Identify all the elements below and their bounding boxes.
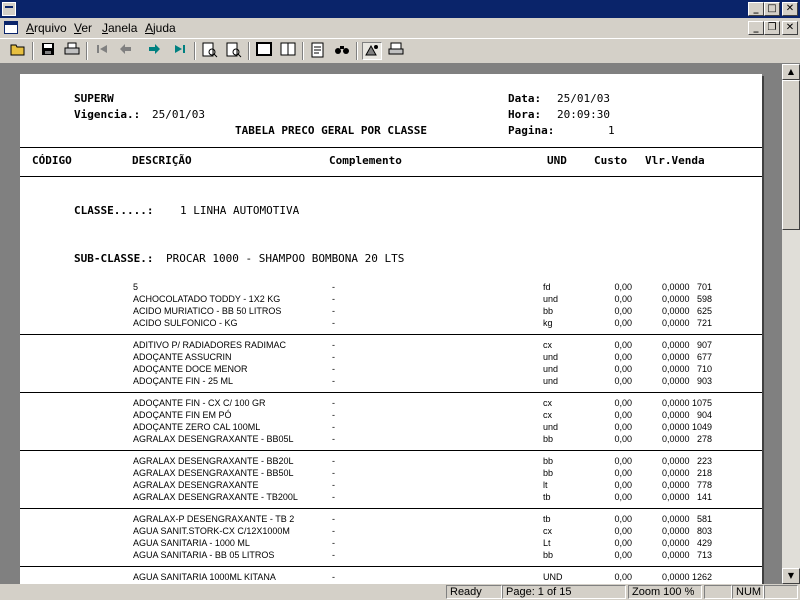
cell-custo: 0,00	[614, 306, 632, 316]
cell-vlr-venda: 0,0000	[662, 318, 690, 328]
cell-und: UND	[543, 572, 563, 582]
status-blank	[704, 585, 732, 599]
scroll-thumb[interactable]	[782, 80, 800, 230]
cell-complement: -	[332, 456, 335, 466]
cell-code: 1075	[691, 398, 712, 408]
table-row	[20, 468, 762, 480]
toolbar-separator	[302, 42, 304, 60]
report-page	[20, 74, 762, 584]
cell-vlr-venda: 0,0000	[662, 480, 690, 490]
cell-und: tb	[543, 514, 551, 524]
status-num: NUM	[732, 585, 764, 599]
cell-custo: 0,00	[614, 434, 632, 444]
table-row	[20, 340, 762, 352]
find-binoculars-icon[interactable]	[332, 42, 352, 60]
cell-und: cx	[543, 410, 552, 420]
cell-code: 598	[696, 294, 712, 304]
cell-code: 1262	[691, 572, 712, 582]
cell-complement: -	[332, 480, 335, 490]
data-label: Data:	[508, 92, 542, 105]
table-row	[20, 410, 762, 422]
page-setup-icon[interactable]	[308, 42, 328, 60]
cell-description: ACHOCOLATADO TODDY - 1X2 KG	[133, 294, 281, 304]
status-ready: Ready	[446, 585, 502, 599]
group-separator	[20, 508, 762, 509]
header-rule	[20, 147, 762, 148]
cell-code: 429	[696, 538, 712, 548]
table-row	[20, 538, 762, 550]
cell-code: 710	[696, 364, 712, 374]
table-row	[20, 376, 762, 388]
cell-vlr-venda: 0,0000	[662, 282, 690, 292]
app-system-icon[interactable]	[2, 2, 16, 16]
cell-vlr-venda: 0,0000	[662, 398, 690, 408]
cell-custo: 0,00	[614, 410, 632, 420]
cell-und: und	[543, 364, 559, 374]
hora-value: 20:09:30	[557, 108, 610, 121]
cell-description: ACIDO SULFONICO - KG	[133, 318, 238, 328]
scroll-down-button[interactable]: ▼	[782, 568, 800, 584]
vigencia-value: 25/01/03	[152, 108, 205, 121]
col-und: UND	[547, 154, 567, 167]
cell-vlr-venda: 0,0000	[662, 550, 690, 560]
single-page-icon[interactable]	[254, 42, 274, 60]
menu-ajuda[interactable]: Ajuda	[145, 21, 176, 35]
hora-label: Hora:	[508, 108, 542, 121]
cell-vlr-venda: 0,0000	[662, 376, 690, 386]
col-custo: Custo	[594, 154, 628, 167]
pagina-value: 1	[608, 124, 615, 137]
cell-description: ADOÇANTE FIN EM PÓ	[133, 410, 232, 420]
cell-und: bb	[543, 468, 554, 478]
vigencia-label: Vigencia.:	[74, 108, 141, 121]
cell-code: 721	[696, 318, 712, 328]
cell-vlr-venda: 0,0000	[662, 526, 690, 536]
cell-vlr-venda: 0,0000	[662, 352, 690, 362]
cell-custo: 0,00	[614, 550, 632, 560]
cell-und: kg	[543, 318, 553, 328]
cell-code: 141	[696, 492, 712, 502]
cell-custo: 0,00	[614, 492, 632, 502]
cell-description: AGRALAX DESENGRAXANTE - TB200L	[133, 492, 298, 502]
cell-description: AGRALAX DESENGRAXANTE	[133, 480, 259, 490]
status-blank-2	[764, 585, 798, 599]
cell-code: 581	[696, 514, 712, 524]
cell-description: ADITIVO P/ RADIADORES RADIMAC	[133, 340, 287, 350]
first-page-icon[interactable]	[92, 42, 112, 60]
table-row	[20, 352, 762, 364]
menu-arquivo[interactable]: Arquivo	[26, 21, 67, 35]
cell-und: bb	[543, 456, 554, 466]
cell-vlr-venda: 0,0000	[662, 538, 690, 548]
cell-complement: -	[332, 468, 335, 478]
status-zoom: Zoom 100 %	[628, 585, 702, 599]
next-page-icon[interactable]	[144, 42, 164, 60]
cell-vlr-venda: 0,0000	[662, 294, 690, 304]
cell-und: cx	[543, 398, 552, 408]
cell-complement: -	[332, 376, 335, 386]
vertical-scrollbar[interactable]	[782, 64, 800, 584]
cell-custo: 0,00	[614, 318, 632, 328]
cell-description: ADOÇANTE DOCE MENOR	[133, 364, 248, 374]
group-separator	[20, 392, 762, 393]
cell-complement: -	[332, 526, 335, 536]
table-row	[20, 306, 762, 318]
cell-description: ADOÇANTE ASSUCRIN	[133, 352, 232, 362]
child-restore-button[interactable]: ❐	[764, 21, 780, 35]
cell-code: 701	[696, 282, 712, 292]
cell-description: ADOÇANTE ZERO CAL 100ML	[133, 422, 261, 432]
columns-rule	[20, 176, 762, 177]
cell-code: 903	[696, 376, 712, 386]
scroll-up-button[interactable]: ▲	[782, 64, 800, 80]
col-complemento: Complemento	[329, 154, 402, 167]
table-row	[20, 526, 762, 538]
cell-complement: -	[332, 318, 335, 328]
cell-complement: -	[332, 538, 335, 548]
cell-complement: -	[332, 306, 335, 316]
last-page-icon[interactable]	[170, 42, 190, 60]
cell-complement: -	[332, 492, 335, 502]
col-vlr-venda: Vlr.Venda	[645, 154, 705, 167]
cell-code: 677	[696, 352, 712, 362]
cell-und: und	[543, 352, 559, 362]
two-page-icon[interactable]	[278, 42, 298, 60]
minimize-button[interactable]: _	[748, 2, 764, 16]
table-row	[20, 398, 762, 410]
group-separator	[20, 566, 762, 567]
cell-description: AGRALAX-P DESENGRAXANTE - TB 2	[133, 514, 295, 524]
report-title: TABELA PRECO GERAL POR CLASSE	[235, 124, 428, 137]
cell-custo: 0,00	[614, 538, 632, 548]
cell-custo: 0,00	[614, 340, 632, 350]
cell-vlr-venda: 0,0000	[662, 306, 690, 316]
cell-vlr-venda: 0,0000	[662, 572, 690, 582]
cell-vlr-venda: 0,0000	[662, 492, 690, 502]
group-separator	[20, 334, 762, 335]
cell-und: und	[543, 376, 559, 386]
cell-und: fd	[543, 282, 551, 292]
table-row	[20, 434, 762, 446]
cell-complement: -	[332, 282, 335, 292]
cell-complement: -	[332, 410, 335, 420]
cell-complement: -	[332, 364, 335, 374]
company-name: SUPERW	[74, 92, 114, 105]
cell-custo: 0,00	[614, 352, 632, 362]
data-value: 25/01/03	[557, 92, 610, 105]
cell-code: 218	[696, 468, 712, 478]
cell-description: AGUA SANITARIA 1000ML KITANA	[133, 572, 276, 582]
save-icon[interactable]	[38, 42, 58, 60]
pagina-label: Pagina:	[508, 124, 555, 137]
menu-janela[interactable]: Janela	[102, 21, 138, 35]
status-bar	[0, 584, 800, 600]
table-row	[20, 572, 762, 584]
toolbar	[0, 38, 800, 64]
group-separator	[20, 450, 762, 451]
toolbar-separator	[86, 42, 88, 60]
cell-custo: 0,00	[614, 526, 632, 536]
table-row	[20, 456, 762, 468]
table-row	[20, 294, 762, 306]
cell-complement: -	[332, 572, 335, 582]
open-folder-icon[interactable]	[8, 42, 28, 60]
menu-bar	[0, 18, 800, 38]
zoom-in-icon[interactable]	[200, 42, 220, 60]
toolbar-separator	[356, 42, 358, 60]
toolbar-separator	[248, 42, 250, 60]
cell-description: AGRALAX DESENGRAXANTE - BB20L	[133, 456, 294, 466]
table-row	[20, 480, 762, 492]
cell-und: Lt	[543, 538, 551, 548]
printer-setup-icon[interactable]	[386, 42, 406, 60]
report-viewport[interactable]	[0, 64, 782, 584]
cell-und: cx	[543, 526, 552, 536]
cell-vlr-venda: 0,0000	[662, 364, 690, 374]
cell-code: 625	[696, 306, 712, 316]
cell-complement: -	[332, 422, 335, 432]
cell-und: bb	[543, 306, 554, 316]
toolbar-separator	[194, 42, 196, 60]
export-icon[interactable]	[362, 42, 382, 60]
cell-description: AGUA SANITARIA - 1000 ML	[133, 538, 250, 548]
cell-und: cx	[543, 340, 552, 350]
cell-description: AGRALAX DESENGRAXANTE - BB50L	[133, 468, 294, 478]
cell-description: AGRALAX DESENGRAXANTE - BB05L	[133, 434, 294, 444]
toolbar-separator	[32, 42, 34, 60]
classe-value: 1 LINHA AUTOMOTIVA	[180, 204, 300, 217]
print-icon[interactable]	[62, 42, 82, 60]
cell-custo: 0,00	[614, 422, 632, 432]
zoom-out-icon[interactable]	[224, 42, 244, 60]
cell-vlr-venda: 0,0000	[662, 468, 690, 478]
cell-complement: -	[332, 340, 335, 350]
close-button[interactable]: ✕	[782, 2, 798, 16]
cell-complement: -	[332, 294, 335, 304]
cell-complement: -	[332, 434, 335, 444]
cell-complement: -	[332, 398, 335, 408]
cell-und: bb	[543, 434, 554, 444]
table-row	[20, 364, 762, 376]
cell-vlr-venda: 0,0000	[662, 514, 690, 524]
cell-custo: 0,00	[614, 456, 632, 466]
cell-code: 904	[696, 410, 712, 420]
cell-custo: 0,00	[614, 514, 632, 524]
cell-custo: 0,00	[614, 468, 632, 478]
title-bar	[0, 0, 800, 18]
child-minimize-button[interactable]: _	[748, 21, 764, 35]
cell-description: ADOÇANTE FIN - 25 ML	[133, 376, 234, 386]
col-codigo: CÓDIGO	[32, 154, 72, 167]
subclasse-value: PROCAR 1000 - SHAMPOO BOMBONA 20 LTS	[166, 252, 405, 265]
table-row	[20, 282, 762, 294]
cell-und: tb	[543, 492, 551, 502]
cell-description: ADOÇANTE FIN - CX C/ 100 GR	[133, 398, 266, 408]
cell-code: 278	[696, 434, 712, 444]
cell-und: lt	[543, 480, 548, 490]
cell-description: 5	[133, 282, 139, 292]
col-descricao: DESCRIÇÃO	[132, 154, 192, 167]
classe-label: CLASSE.....:	[74, 204, 154, 217]
cell-vlr-venda: 0,0000	[662, 340, 690, 350]
cell-vlr-venda: 0,0000	[662, 422, 690, 432]
cell-code: 778	[696, 480, 712, 490]
cell-description: AGUA SANIT.STORK-CX C/12X1000M	[133, 526, 290, 536]
table-row	[20, 318, 762, 330]
cell-complement: -	[332, 550, 335, 560]
cell-complement: -	[332, 514, 335, 524]
cell-custo: 0,00	[614, 376, 632, 386]
maximize-button[interactable]: □	[764, 2, 780, 16]
cell-code: 803	[696, 526, 712, 536]
table-row	[20, 550, 762, 562]
table-row	[20, 514, 762, 526]
status-page: Page: 1 of 15	[502, 585, 626, 599]
menu-ver[interactable]: Ver	[74, 21, 93, 35]
table-row	[20, 492, 762, 504]
cell-custo: 0,00	[614, 282, 632, 292]
cell-complement: -	[332, 352, 335, 362]
previous-page-icon[interactable]	[116, 42, 136, 60]
cell-custo: 0,00	[614, 364, 632, 374]
cell-und: und	[543, 294, 559, 304]
cell-custo: 0,00	[614, 572, 632, 582]
cell-code: 907	[696, 340, 712, 350]
document-icon[interactable]	[4, 21, 18, 34]
cell-und: und	[543, 422, 559, 432]
cell-code: 713	[696, 550, 712, 560]
cell-description: AGUA SANITARIA - BB 05 LITROS	[133, 550, 275, 560]
child-close-button[interactable]: ✕	[782, 21, 798, 35]
table-row	[20, 422, 762, 434]
cell-description: ACIDO MURIATICO - BB 50 LITROS	[133, 306, 282, 316]
cell-custo: 0,00	[614, 398, 632, 408]
cell-vlr-venda: 0,0000	[662, 410, 690, 420]
cell-custo: 0,00	[614, 294, 632, 304]
cell-code: 1049	[691, 422, 712, 432]
cell-und: bb	[543, 550, 554, 560]
cell-code: 223	[696, 456, 712, 466]
cell-custo: 0,00	[614, 480, 632, 490]
subclasse-label: SUB-CLASSE.:	[74, 252, 154, 265]
cell-vlr-venda: 0,0000	[662, 434, 690, 444]
cell-vlr-venda: 0,0000	[662, 456, 690, 466]
